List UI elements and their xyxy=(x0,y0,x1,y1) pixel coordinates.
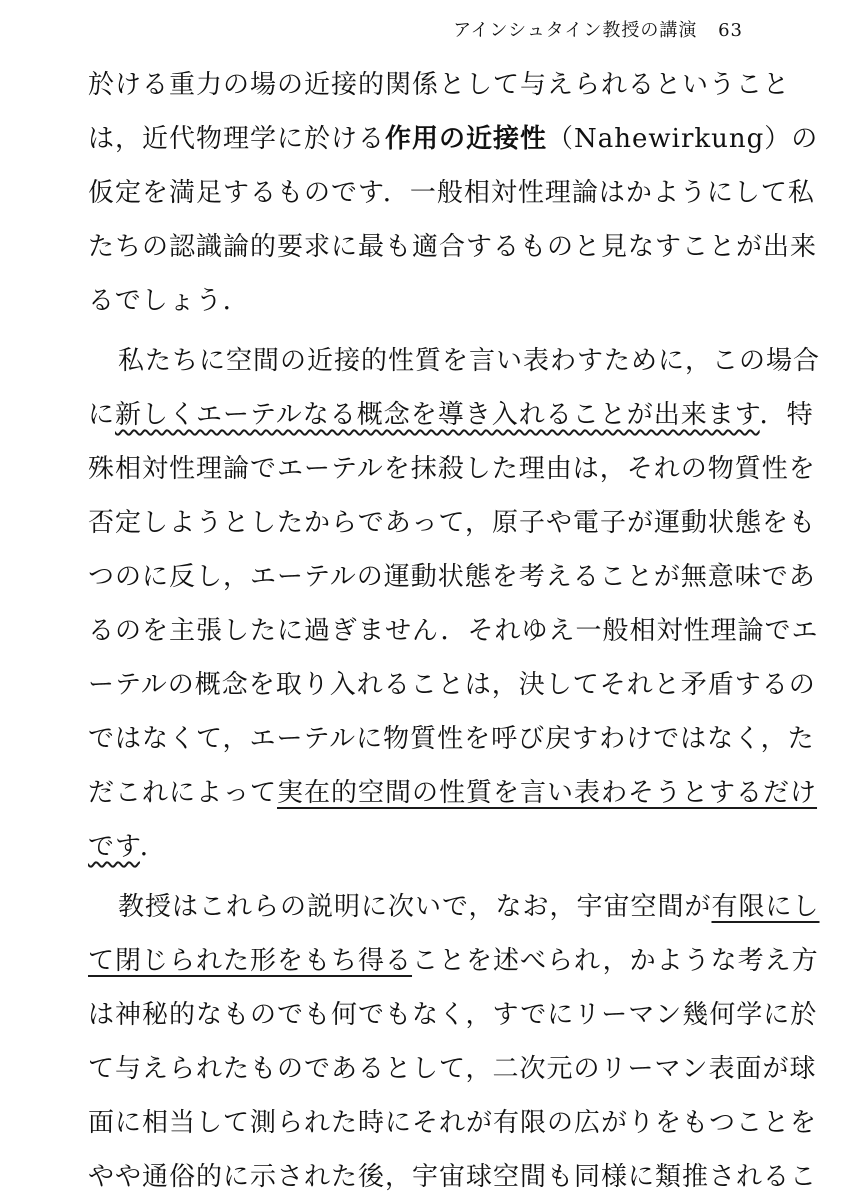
text-segment: ． xyxy=(139,832,167,862)
text-segment: たちの認識論的要求に最も適合するものと見なすことが出来 xyxy=(88,232,818,262)
text-segment: 面に相当して測られた時にそれが有限の広がりをもつことを xyxy=(88,1108,818,1138)
text-line xyxy=(88,334,821,388)
text-segment: 於ける重力の場の近接的関係として与えられるということ xyxy=(88,70,791,100)
text-line xyxy=(88,766,818,820)
text-segment: だこれによって xyxy=(88,778,278,808)
text-line xyxy=(88,220,818,274)
text-segment: は，近代物理学に於ける xyxy=(88,124,386,154)
text-line xyxy=(88,550,816,604)
text-segment: ことを述べられ，かような考え方 xyxy=(412,946,819,976)
text-line xyxy=(88,166,815,220)
text-line xyxy=(88,880,820,934)
text-segment: （Nahewirkung）の xyxy=(547,124,819,154)
underlined-text: て閉じられた形をもち得る xyxy=(88,946,413,976)
text-segment: るのを主張したに過ぎません．それゆえ一般相対性理論でエ xyxy=(88,616,819,646)
text-segment: 私たちに空間の近接的性質を言い表わすために，この場合 xyxy=(118,346,821,376)
text-line xyxy=(88,442,816,496)
underlined-text: 新しくエーテルなる概念を導き入れることが出来ます xyxy=(115,400,760,430)
text-line xyxy=(88,820,758,874)
text-line xyxy=(88,58,791,112)
running-header xyxy=(453,16,743,42)
paragraph xyxy=(88,334,821,874)
text-line xyxy=(88,1096,818,1150)
page-body xyxy=(88,58,821,1204)
text-line xyxy=(88,1042,817,1096)
text-segment: 教授はこれらの説明に次いで，なお，宇宙空間が xyxy=(118,892,712,922)
underlined-text: 有限にし xyxy=(711,892,820,922)
paragraph xyxy=(88,880,820,1204)
text-segment: ではなくて，エーテルに物質性を呼び戻すわけではなく，た xyxy=(88,724,815,754)
text-segment: ーテルの概念を取り入れることは，決してそれと矛盾するの xyxy=(88,670,816,700)
text-line xyxy=(88,388,814,442)
text-segment: るでしょう． xyxy=(88,286,250,316)
text-segment: 否定しようとしたからであって，原子や電子が運動状態をも xyxy=(88,508,816,538)
underlined-text: 実在的空間の性質を言い表わそうとするだけ xyxy=(277,778,818,808)
text-line xyxy=(88,988,818,1042)
text-line xyxy=(88,934,819,988)
text-segment: 仮定を満足するものです．一般相対性理論はかようにして私 xyxy=(88,178,815,208)
text-segment: 殊相対性理論でエーテルを抹殺した理由は，それの物質性を xyxy=(88,454,816,484)
text-line xyxy=(88,1150,818,1204)
text-line xyxy=(88,658,816,712)
paragraph xyxy=(88,58,819,328)
text-segment: つのに反し，エーテルの運動状態を考えることが無意味であ xyxy=(88,562,816,592)
text-segment: やや通俗的に示された後，宇宙球空間も同様に類推されるこ xyxy=(88,1162,818,1192)
text-line xyxy=(88,496,816,550)
text-line xyxy=(88,112,819,166)
text-line xyxy=(88,274,758,328)
bold-term: 作用の近接性 xyxy=(385,124,548,154)
underlined-text: です xyxy=(88,832,140,862)
text-segment: に xyxy=(88,400,116,430)
text-segment: ．特 xyxy=(759,400,814,430)
text-line xyxy=(88,604,819,658)
page-number: 63 xyxy=(718,20,743,41)
text-segment: て与えられたものであるとして，二次元のリーマン表面が球 xyxy=(88,1054,817,1084)
running-title: アインシュタイン教授の講演 xyxy=(453,20,698,41)
text-line xyxy=(88,712,815,766)
text-segment: は神秘的なものでも何でもなく，すでにリーマン幾何学に於 xyxy=(88,1000,818,1030)
